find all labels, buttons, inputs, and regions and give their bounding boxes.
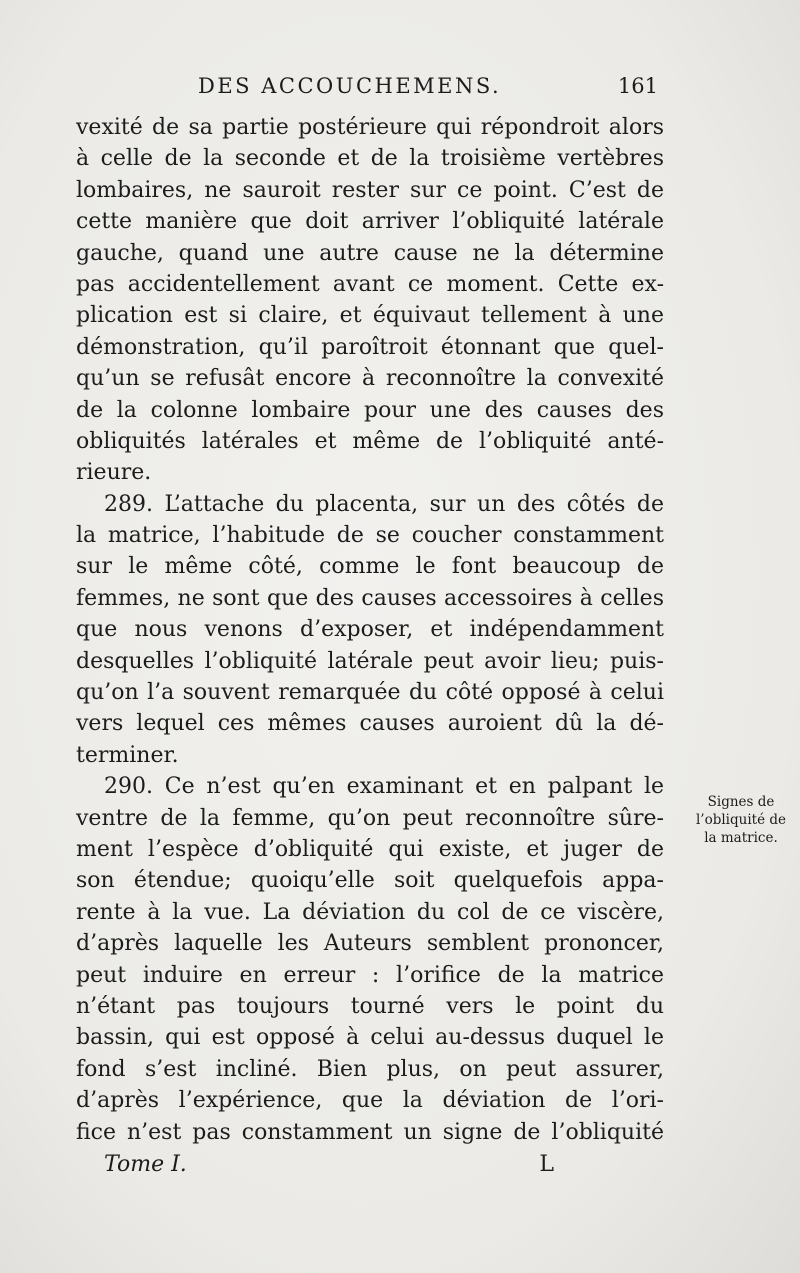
paragraph-290-start: 290. Ce n’est qu’en examinant et en palpant le <box>104 774 664 800</box>
text-line: qu’on l’a souvent remarquée du côté opposé à celui <box>76 680 664 706</box>
text-line: cette manière que doit arriver l’obliquité latérale <box>76 209 664 235</box>
text-line: fice n’est pas constamment un signe de l’obliquité <box>76 1119 664 1145</box>
text-line: ment l’espèce d’obliquité qui existe, et juger de <box>76 836 664 862</box>
text-line: fond s’est incliné. Bien plus, on peut assurer, <box>76 1056 664 1082</box>
paragraph-289-start: 289. L’attache du placenta, sur un des côtés de <box>104 491 664 517</box>
text-line: rente à la vue. La déviation du col de ce viscère, <box>76 899 664 925</box>
margin-note-line: la matrice. <box>704 830 778 846</box>
text-line: d’après l’expérience, que la déviation de l’ori- <box>76 1088 664 1114</box>
text-line: de la colonne lombaire pour une des causes des <box>76 397 664 423</box>
margin-note-line: l’obliquité de <box>695 812 786 828</box>
text-line: peut induire en erreur : l’orifice de la matrice <box>76 962 664 988</box>
body-text <box>76 112 664 1148</box>
text-line: vers lequel ces mêmes causes auroient dû la dé- <box>76 711 664 737</box>
text-line: rieure. <box>76 460 152 486</box>
text-line: d’après laquelle les Auteurs semblent prononcer, <box>76 931 664 957</box>
page-number: 161 <box>617 74 658 98</box>
text-line: terminer. <box>76 742 179 768</box>
text-line: obliquités latérales et même de l’obliquité anté- <box>76 428 664 454</box>
text-line: gauche, quand une autre cause ne la détermine <box>76 240 664 266</box>
margin-note-line: Signes de <box>707 794 775 810</box>
text-line: qu’un se refusât encore à reconnoître la convexité <box>76 366 664 392</box>
text-line: desquelles l’obliquité latérale peut avoir lieu; puis- <box>76 648 664 674</box>
text-line: vexité de sa partie postérieure qui répondroit alors <box>76 115 664 140</box>
volume-label: Tome I. <box>104 1152 187 1177</box>
text-line: démonstration, qu’il paroîtroit étonnant que quel- <box>76 334 664 360</box>
text-line: lombaires, ne sauroit rester sur ce point. C’est de <box>76 177 664 203</box>
text-line: ventre de la femme, qu’on peut reconnoître sûre- <box>76 805 664 831</box>
text-line: à celle de la seconde et de la troisième vertèbres <box>76 146 664 172</box>
text-line: bassin, qui est opposé à celui au-dessus duquel le <box>76 1025 664 1051</box>
text-line: femmes, ne sont que des causes accessoires à celles <box>76 585 664 611</box>
page-header <box>198 74 658 108</box>
signature-mark: L <box>539 1152 554 1177</box>
running-title: DES ACCOUCHEMENS. <box>198 74 502 98</box>
text-line: plication est si claire, et équivaut tellement à une <box>76 303 664 329</box>
text-line: pas accidentellement avant ce moment. Cette ex- <box>76 271 664 297</box>
margin-note <box>686 793 796 847</box>
text-line: la matrice, l’habitude de se coucher constamment <box>76 523 664 549</box>
text-line: que nous venons d’exposer, et indépendamment <box>76 617 664 643</box>
text-line: n’étant pas toujours tourné vers le point du <box>76 993 664 1019</box>
text-line: sur le même côté, comme le font beaucoup de <box>76 554 664 580</box>
text-line: son étendue; quoiqu’elle soit quelquefois appa- <box>76 868 664 894</box>
page-footer <box>104 1152 554 1182</box>
